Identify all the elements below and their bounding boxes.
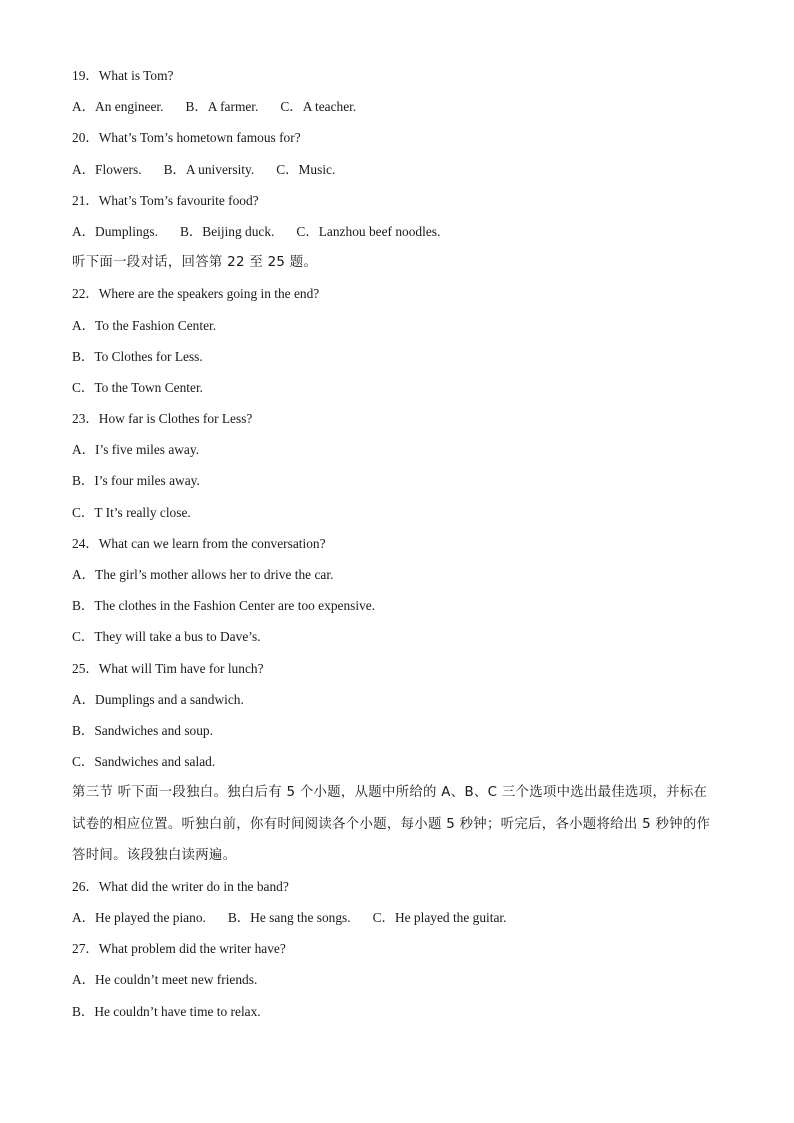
option-24-b: B．The clothes in the Fashion Center are too expensive. — [72, 598, 376, 614]
option-25-a: A．Dumplings and a sandwich. — [72, 691, 244, 707]
option-22-a: A．To the Fashion Center. — [72, 317, 217, 333]
option-19-b: B．A farmer. — [185, 99, 259, 115]
question-19: 19．What is Tom? — [72, 68, 174, 83]
option-23-a: A．I’s five miles away. — [72, 442, 200, 458]
option-22-c: C．To the Town Center. — [72, 379, 204, 395]
option-26-a: A．He played the piano. — [72, 910, 206, 926]
section-three-instruction-line-2: 试卷的相应位置。听独白前，你有时间阅读各个小题，每小题 5 秒钟；听完后，各小题将给出 5 秒钟的作 — [72, 816, 711, 832]
option-21-b: B．Beijing duck. — [179, 223, 275, 239]
question-24: 24．What can we learn from the conversation? — [72, 535, 326, 551]
question-25: 25．What will Tim have for lunch? — [72, 660, 264, 676]
option-24-c: C．They will take a bus to Dave’s. — [72, 629, 261, 645]
option-27-b: B．He couldn’t have time to relax. — [72, 1003, 261, 1019]
option-20-a: A．Flowers. — [72, 161, 142, 177]
option-26-b: B．He sang the songs. — [227, 910, 351, 926]
option-23-b: B．I’s four miles away. — [72, 473, 200, 489]
exam-page — [72, 66, 722, 1033]
question-23: 23．How far is Clothes for Less? — [72, 411, 253, 427]
option-26-c: C．He played the guitar. — [372, 910, 507, 926]
option-20-c: C．Music. — [276, 161, 336, 177]
options-21 — [72, 222, 722, 253]
option-20-b: B．A university. — [163, 161, 255, 177]
option-25-c: C．Sandwiches and salad. — [72, 754, 216, 770]
option-23-c: C．T It’s really close. — [72, 504, 191, 520]
option-25-b: B．Sandwiches and soup. — [72, 722, 213, 738]
question-26: 26．What did the writer do in the band? — [72, 878, 289, 894]
options-20 — [72, 160, 722, 191]
option-27-a: A．He couldn’t meet new friends. — [72, 972, 258, 988]
section-three-instruction-line-1: 第三节 听下面一段独白。独白后有 5 个小题，从题中所给的 A、B、C 三个选项中选出最佳选项，并标在 — [72, 785, 708, 801]
options-19 — [72, 97, 722, 128]
option-19-c: C．A teacher. — [280, 99, 357, 115]
section-instruction-22-25: 听下面一段对话，回答第 22 至 25 题。 — [72, 255, 318, 271]
section-three-instruction-line-3: 答时间。该段独白读两遍。 — [72, 847, 237, 863]
option-21-a: A．Dumplings. — [72, 223, 158, 239]
question-21: 21．What’s Tom’s favourite food? — [72, 192, 259, 208]
question-22: 22．Where are the speakers going in the end? — [72, 286, 320, 302]
options-26 — [72, 908, 722, 939]
option-21-c: C．Lanzhou beef noodles. — [296, 223, 441, 239]
option-22-b: B．To Clothes for Less. — [72, 348, 203, 364]
question-27: 27．What problem did the writer have? — [72, 941, 286, 957]
option-24-a: A．The girl’s mother allows her to drive the car. — [72, 567, 334, 582]
question-20: 20．What’s Tom’s hometown famous for? — [72, 130, 301, 146]
option-19-a: A．An engineer. — [72, 99, 164, 115]
